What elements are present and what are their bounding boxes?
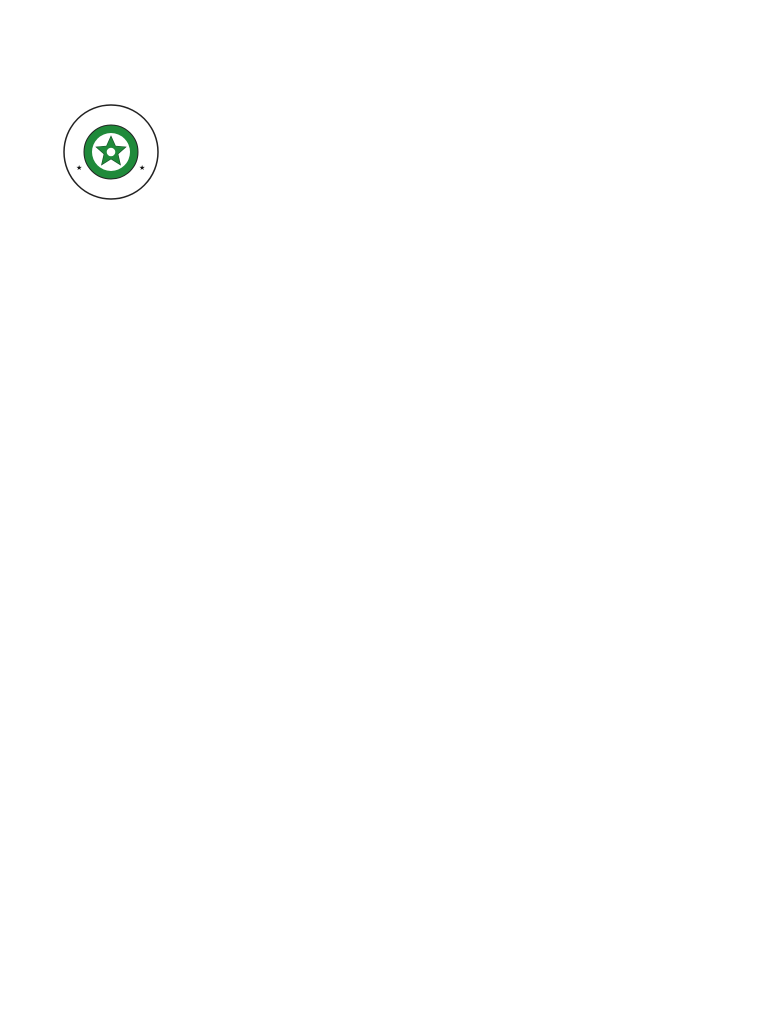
logo-star-left-icon: ★ [76,165,83,172]
document-title [0,55,768,71]
stik-bina-husada-logo [62,78,160,226]
logo-star-right-icon: ★ [139,165,146,172]
